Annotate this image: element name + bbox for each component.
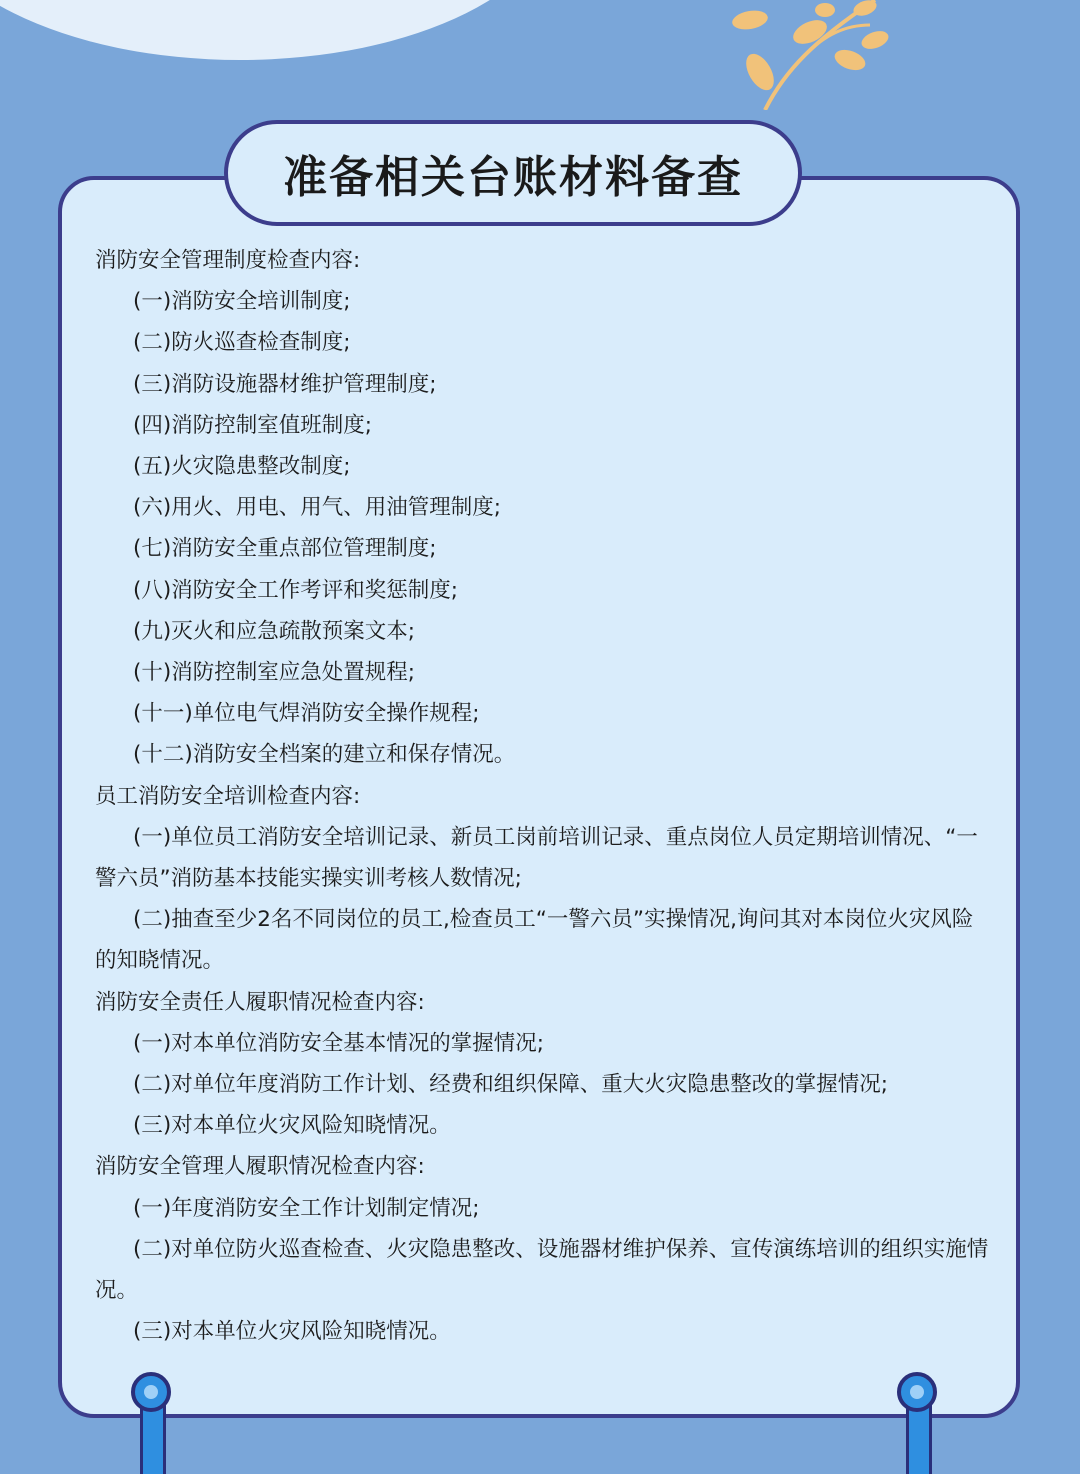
list-item: (二)抽查至少2名不同岗位的员工,检查员工“一警六员”实操情况,询问其对本岗位火灾风险的知晓情况。	[95, 907, 974, 974]
list-item: (三)对本单位火灾风险知晓情况。	[133, 1319, 451, 1345]
content-body	[95, 240, 991, 1352]
list-item: (七)消防安全重点部位管理制度;	[133, 536, 437, 562]
page-title: 准备相关台账材料备查	[283, 152, 743, 203]
list-item: (三)消防设施器材维护管理制度;	[133, 371, 437, 397]
top-decorative-arc	[0, 0, 560, 60]
list-item: (一)年度消防安全工作计划制定情况;	[133, 1195, 480, 1221]
section-heading: 消防安全责任人履职情况检查内容:	[95, 989, 425, 1015]
right-stand-ring	[897, 1372, 937, 1412]
list-item: (八)消防安全工作考评和奖惩制度;	[133, 577, 459, 603]
list-item: (一)单位员工消防安全培训记录、新员工岗前培训记录、重点岗位人员定期培训情况、“一警六员”消防基本技能实操实训考核人数情况;	[95, 824, 978, 892]
list-item: (一)消防安全培训制度;	[133, 289, 351, 315]
left-stand-ring	[131, 1372, 171, 1412]
list-item: (二)对单位防火巡查检查、火灾隐患整改、设施器材维护保养、宣传演练培训的组织实施情况。	[95, 1236, 989, 1304]
list-item: (二)防火巡查检查制度;	[133, 330, 351, 356]
section-heading: 员工消防安全培训检查内容:	[95, 783, 361, 809]
list-item: (二)对单位年度消防工作计划、经费和组织保障、重大火灾隐患整改的掌握情况;	[133, 1072, 889, 1098]
list-item: (五)火灾隐患整改制度;	[133, 454, 351, 480]
list-item: (六)用火、用电、用气、用油管理制度;	[133, 495, 502, 521]
list-item: (十)消防控制室应急处置规程;	[133, 660, 416, 686]
list-item: (十二)消防安全档案的建立和保存情况。	[133, 742, 516, 768]
list-item: (四)消防控制室值班制度;	[133, 412, 373, 438]
title-banner	[224, 120, 802, 226]
list-item: (一)对本单位消防安全基本情况的掌握情况;	[133, 1030, 545, 1056]
list-item: (三)对本单位火灾风险知晓情况。	[133, 1113, 451, 1139]
leaf-branch-icon	[725, 0, 895, 110]
list-item: (十一)单位电气焊消防安全操作规程;	[133, 701, 480, 727]
list-item: (九)灭火和应急疏散预案文本;	[133, 618, 416, 644]
section-heading: 消防安全管理人履职情况检查内容:	[95, 1154, 425, 1180]
section-heading: 消防安全管理制度检查内容:	[95, 248, 361, 273]
